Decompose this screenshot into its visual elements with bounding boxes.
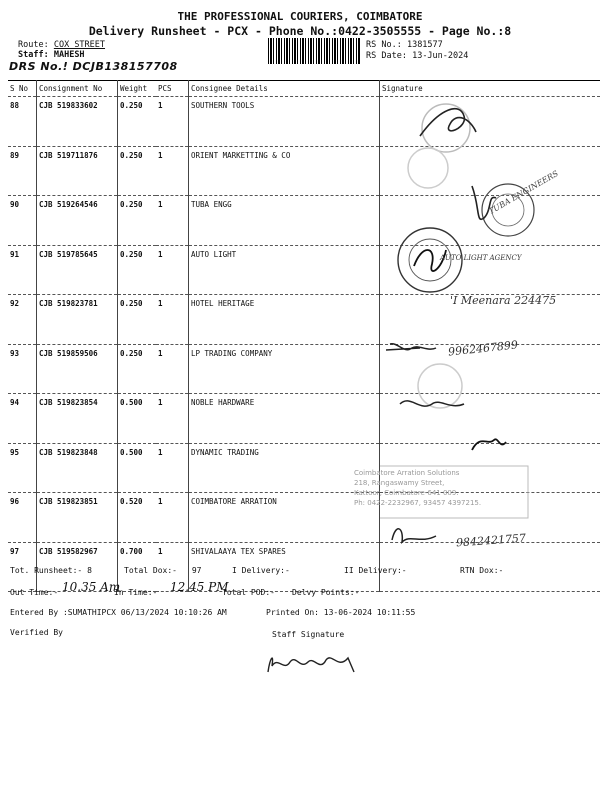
printed-on: Printed On: 13-06-2024 10:11:55 bbox=[266, 608, 416, 617]
staff-value: MAHESH bbox=[53, 50, 85, 60]
cell-pcs: 1 bbox=[156, 97, 189, 147]
route-label: Route: bbox=[18, 40, 49, 50]
cell-consignee: COIMBATORE ARRATION bbox=[189, 493, 380, 543]
coimbatore-stamp-text bbox=[354, 468, 481, 508]
rs-number-value: 1381577 bbox=[406, 40, 443, 50]
cell-pcs: 1 bbox=[156, 146, 189, 196]
cell-consignment: CJB 519833602 bbox=[37, 97, 118, 147]
rs-number-label: RS No.: bbox=[366, 40, 402, 50]
rs-number-field bbox=[366, 40, 443, 50]
col-weight: Weight bbox=[118, 81, 157, 97]
cell-sno: 93 bbox=[8, 344, 37, 394]
cell-weight: 0.250 bbox=[118, 146, 157, 196]
col-pcs: PCS bbox=[156, 81, 189, 97]
cell-consignment: CJB 519823854 bbox=[37, 394, 118, 444]
cell-sno: 89 bbox=[8, 146, 37, 196]
signature-93-icon bbox=[386, 344, 436, 350]
out-time-label: Out Time:- bbox=[10, 588, 59, 597]
cell-weight: 0.250 bbox=[118, 344, 157, 394]
signature-95-icon bbox=[472, 439, 506, 450]
cell-pcs: 1 bbox=[156, 542, 189, 592]
cell-sno: 95 bbox=[8, 443, 37, 493]
cell-pcs: 1 bbox=[156, 394, 189, 444]
runsheet-subtitle: Delivery Runsheet - PCX - Phone No.:0422-3505555 - Page No.:8 bbox=[88, 24, 512, 38]
cell-sno: 96 bbox=[8, 493, 37, 543]
cell-sno: 90 bbox=[8, 196, 37, 246]
cell-pcs: 1 bbox=[156, 196, 189, 246]
signature-97-icon bbox=[392, 529, 436, 542]
stamp-line: Coimbatore Arration Solutions bbox=[354, 469, 460, 477]
cell-weight: 0.250 bbox=[118, 245, 157, 295]
total-pod: Total POD:- bbox=[222, 588, 275, 597]
stamp-line: Ph: 0422-2232967, 93457 4397215. bbox=[354, 499, 482, 507]
staff-signature-label: Staff Signature bbox=[272, 630, 345, 639]
staff-field bbox=[18, 50, 85, 60]
cell-consignment: CJB 519823781 bbox=[37, 295, 118, 345]
cell-pcs: 1 bbox=[156, 344, 189, 394]
stamp-faded-icon bbox=[418, 364, 462, 408]
cell-consignment: CJB 519823848 bbox=[37, 443, 118, 493]
cell-consignee: SOUTHERN TOOLS bbox=[189, 97, 380, 147]
cell-weight: 0.250 bbox=[118, 97, 157, 147]
auto-light-stamp-text: AUTO LIGHT AGENCY bbox=[440, 254, 522, 262]
total-dox-label: Total Dox:- bbox=[124, 566, 177, 575]
cell-sno: 94 bbox=[8, 394, 37, 444]
staff-label: Staff: bbox=[18, 50, 49, 60]
col-sno: S No bbox=[8, 81, 37, 97]
tot-runsheet: Tot. Runsheet:- 8 bbox=[10, 566, 92, 575]
cell-consignee: SHIVALAAYA TEX SPARES bbox=[189, 542, 380, 592]
barcode bbox=[268, 38, 360, 64]
handwritten-note-92: 'I Meenara 224475 bbox=[450, 294, 557, 307]
cell-sno: 91 bbox=[8, 245, 37, 295]
cell-consignment: CJB 519582967 bbox=[37, 542, 118, 592]
col-consignee: Consignee Details bbox=[189, 81, 380, 97]
verified-by: Verified By bbox=[10, 628, 63, 637]
cell-sno: 92 bbox=[8, 295, 37, 345]
cell-weight: 0.500 bbox=[118, 394, 157, 444]
stamp-line: Kattoor, Coimbatore-641 009. bbox=[354, 489, 459, 497]
cell-pcs: 1 bbox=[156, 493, 189, 543]
rs-date-field bbox=[366, 51, 468, 61]
i-delivery: I Delivery:- bbox=[232, 566, 290, 575]
in-time-value: 12.45 PM bbox=[170, 580, 229, 594]
table-header-row bbox=[8, 81, 600, 97]
delvy-points: Delvy Points:- bbox=[292, 588, 360, 597]
handwritten-note-97: 9842421757 bbox=[455, 531, 527, 550]
ii-delivery: II Delivery:- bbox=[344, 566, 407, 575]
route-field bbox=[18, 40, 105, 50]
cell-consignment: CJB 519711876 bbox=[37, 146, 118, 196]
drs-number: DRS No.! DCJB138157708 bbox=[9, 60, 178, 73]
total-dox-value: 97 bbox=[191, 566, 202, 575]
cell-pcs: 1 bbox=[156, 245, 189, 295]
out-time-value: 10.35 Am bbox=[62, 580, 121, 594]
rtn-dox: RTN Dox:- bbox=[460, 566, 504, 575]
tuba-stamp-text: TUBA ENGINEERS bbox=[487, 168, 560, 217]
cell-consignee: AUTO LIGHT bbox=[189, 245, 380, 295]
cell-consignee: DYNAMIC TRADING bbox=[189, 443, 380, 493]
cell-weight: 0.520 bbox=[118, 493, 157, 543]
cell-pcs: 1 bbox=[156, 295, 189, 345]
cell-consignment: CJB 519823851 bbox=[37, 493, 118, 543]
cell-consignee: ORIENT MARKETTING & CO bbox=[189, 146, 380, 196]
company-title: THE PROFESSIONAL COURIERS, COIMBATORE bbox=[177, 10, 423, 23]
cell-consignment: CJB 519264546 bbox=[37, 196, 118, 246]
signature-88-icon bbox=[420, 109, 476, 136]
cell-weight: 0.250 bbox=[118, 295, 157, 345]
stamp-line: 218, Rangaswamy Street, bbox=[354, 479, 445, 487]
cell-pcs: 1 bbox=[156, 443, 189, 493]
route-value: COX STREET bbox=[53, 40, 106, 50]
cell-consignment: CJB 519859506 bbox=[37, 344, 118, 394]
rs-date-value: 13-Jun-2024 bbox=[412, 51, 469, 61]
handwritten-note-93: 9962467899 bbox=[447, 338, 519, 359]
cell-consignee: LP TRADING COMPANY bbox=[189, 344, 380, 394]
cell-sno: 97 bbox=[8, 542, 37, 592]
in-time-label: In Time:- bbox=[114, 588, 158, 597]
cell-consignee: HOTEL HERITAGE bbox=[189, 295, 380, 345]
cell-consignment: CJB 519785645 bbox=[37, 245, 118, 295]
cell-sno: 88 bbox=[8, 97, 37, 147]
cell-weight: 0.250 bbox=[118, 196, 157, 246]
cell-consignee: NOBLE HARDWARE bbox=[189, 394, 380, 444]
total-dox-field bbox=[124, 566, 201, 575]
cell-consignee: TUBA ENGG bbox=[189, 196, 380, 246]
staff-signature-icon bbox=[262, 642, 372, 682]
col-signature: Signature bbox=[380, 81, 600, 97]
stamp-faded-icon bbox=[408, 148, 448, 188]
cell-weight: 0.700 bbox=[118, 542, 157, 592]
rs-date-label: RS Date: bbox=[366, 51, 407, 61]
col-consignment: Consignment No bbox=[37, 81, 118, 97]
cell-weight: 0.500 bbox=[118, 443, 157, 493]
entered-by: Entered By :SUMATHIPCX 06/13/2024 10:10:26 AM bbox=[10, 608, 227, 617]
